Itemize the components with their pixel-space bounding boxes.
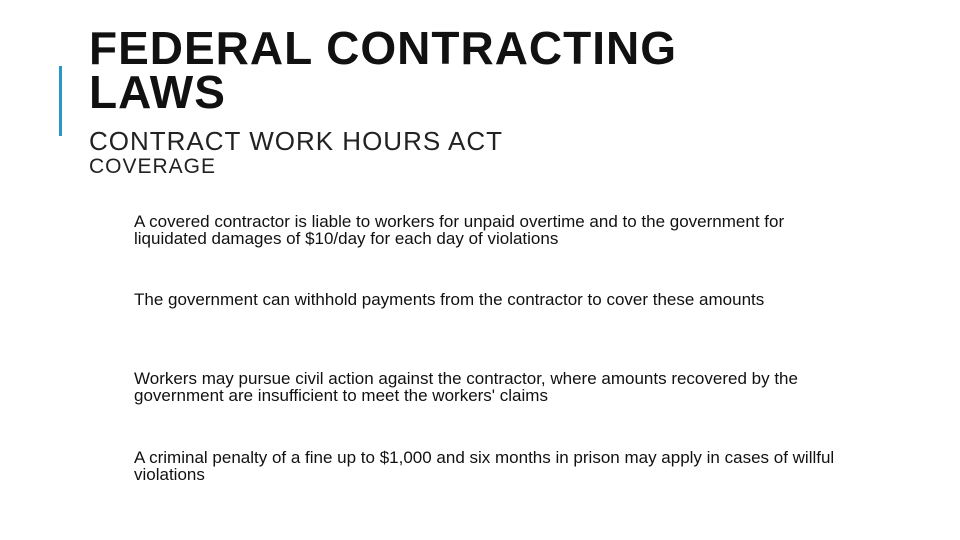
paragraph-liability: A covered contractor is liable to workers for unpaid overtime and to the government for liquidated damages of $10/day for each day of violations bbox=[134, 212, 785, 248]
paragraph-criminal-penalty: A criminal penalty of a fine up to $1,000 and six months in prison may apply in cases of willful violations bbox=[134, 448, 835, 484]
paragraph-withhold-payments: The government can withhold payments from the contractor to cover these amounts bbox=[134, 290, 765, 309]
slide-subtitle: CONTRACT WORK HOURS ACT bbox=[89, 126, 503, 156]
slide-title bbox=[89, 22, 909, 118]
slide-title-line-1: FEDERAL CONTRACTING bbox=[89, 22, 678, 74]
title-accent-bar bbox=[59, 66, 62, 136]
paragraph-civil-action: Workers may pursue civil action against the contractor, where amounts recovered by the government are insufficient to meet the workers' claims bbox=[134, 369, 798, 405]
slide-title-line-2: LAWS bbox=[89, 66, 226, 118]
section-heading: COVERAGE bbox=[89, 155, 217, 178]
